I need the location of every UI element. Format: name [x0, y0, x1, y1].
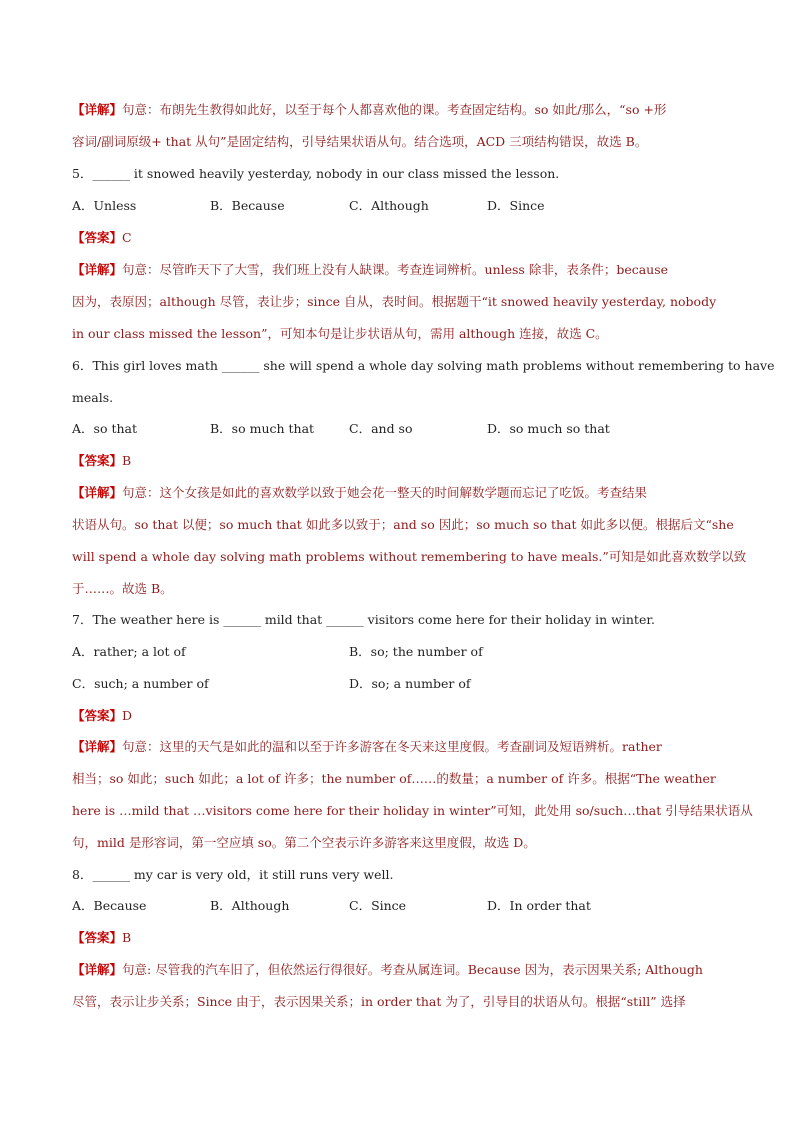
- answer-tag: 【答案】: [72, 230, 123, 245]
- q8-detail-line-2: 尽管，表示让步关系；Since 由于，表示因果关系；in order that 为了，引导目的状语从句。根据“still” 选择: [72, 994, 686, 1009]
- detail-tag: 【详解】: [72, 102, 123, 117]
- q7-stem: 7．The weather here is ______ mild that ______ visitors come here for their holiday in winter.: [72, 612, 655, 627]
- q7-detail-line-2: 相当；so 如此；such 如此；a lot of 许多；the number of……的数量；a number of 许多。根据“The weather: [72, 771, 716, 786]
- answer-tag: 【答案】: [72, 930, 123, 945]
- answer-tag: 【答案】: [72, 708, 123, 723]
- q6-option-a: A．so that: [72, 421, 137, 436]
- answer-value: D: [122, 708, 133, 723]
- q6-detail-line-2: 状语从句。so that 以便；so much that 如此多以致于；and so 因此；so much so that 如此多以便。根据后文“she: [72, 517, 734, 532]
- detail-tag: 【详解】: [72, 739, 123, 754]
- q5-stem: 5．______ it snowed heavily yesterday, nobody in our class missed the lesson.: [72, 166, 560, 181]
- q8-answer: [72, 930, 722, 946]
- q6-detail-line-4: 于……。故选 B。: [72, 581, 173, 596]
- q7-option-a: A．rather; a lot of: [72, 644, 186, 659]
- q5-detail-line-2: 因为，表原因；although 尽管，表让步；since 自从，表时间。根据题干“it snowed heavily yesterday, nobody: [72, 294, 717, 309]
- q7-detail-line-1: 【详解】句意：这里的天气是如此的温和以至于许多游客在冬天来这里度假。考查副词及短语辨析。rather: [72, 739, 662, 754]
- q8-detail-line-1: 【详解】句意: 尽管我的汽车旧了，但依然运行得很好。考查从属连词。Because 因为，表示因果关系; Although: [72, 962, 703, 977]
- q7-option-b: B．so; the number of: [349, 644, 483, 659]
- q5-option-d: D．Since: [487, 198, 545, 213]
- q7-option-d: D．so; a number of: [349, 676, 471, 691]
- q8-option-b: B．Although: [210, 898, 290, 913]
- q7-option-c: C．such; a number of: [72, 676, 209, 691]
- detail-tag: 【详解】: [72, 262, 123, 277]
- q7-answer: [72, 708, 722, 724]
- answer-value: B: [122, 930, 132, 945]
- detail-tag: 【详解】: [72, 485, 123, 500]
- q6-stem-line-1: 6．This girl loves math ______ she will spend a whole day solving math problems without remembering to have: [72, 358, 775, 373]
- answer-value: C: [122, 230, 132, 245]
- q7-detail-line-3: here is …mild that …visitors come here for their holiday in winter”可知，此处用 so/such…that 引导结果状语从: [72, 803, 753, 818]
- q6-option-b: B．so much that: [210, 421, 315, 436]
- detail-tag: 【详解】: [72, 962, 123, 977]
- q5-option-a: A．Unless: [72, 198, 137, 213]
- q8-option-a: A．Because: [72, 898, 147, 913]
- q6-detail-line-1: 【详解】句意：这个女孩是如此的喜欢数学以致于她会花一整天的时间解数学题而忘记了吃饭。考查结果: [72, 485, 648, 500]
- q5-detail-line-1: 【详解】句意：尽管昨天下了大雪，我们班上没有人缺课。考查连词辨析。unless 除非，表条件；because: [72, 262, 669, 277]
- q8-stem: 8．______ my car is very old，it still runs very well.: [72, 867, 394, 882]
- q6-option-c: C．and so: [349, 421, 413, 436]
- answer-tag: 【答案】: [72, 453, 123, 468]
- q8-option-d: D．In order that: [487, 898, 591, 913]
- q5-option-c: C．Although: [349, 198, 429, 213]
- q5-detail-line-3: in our class missed the lesson”，可知本句是让步状语从句，需用 although 连接，故选 C。: [72, 326, 608, 341]
- q6-detail-line-3: will spend a whole day solving math problems without remembering to have meals.”可知是如此喜欢数学以致: [72, 549, 747, 564]
- q6-answer: [72, 453, 722, 469]
- q5-answer: [72, 230, 722, 246]
- q6-option-d: D．so much so that: [487, 421, 610, 436]
- q7-detail-line-4: 句，mild 是形容词，第一空应填 so。第二个空表示许多游客来这里度假，故选 D。: [72, 835, 536, 850]
- q8-option-c: C．Since: [349, 898, 407, 913]
- answer-value: B: [122, 453, 132, 468]
- q5-option-b: B．Because: [210, 198, 285, 213]
- q6-stem-line-2: meals.: [72, 390, 114, 405]
- q4-detail-line-2: 容词/副词原级+ that 从句”是固定结构，引导结果状语从句。结合选项，ACD 三项结构错误，故选 B。: [72, 134, 648, 149]
- q4-detail-line-1: 【详解】句意：布朗先生教得如此好，以至于每个人都喜欢他的课。考查固定结构。so 如此/那么，“so +形: [72, 102, 667, 117]
